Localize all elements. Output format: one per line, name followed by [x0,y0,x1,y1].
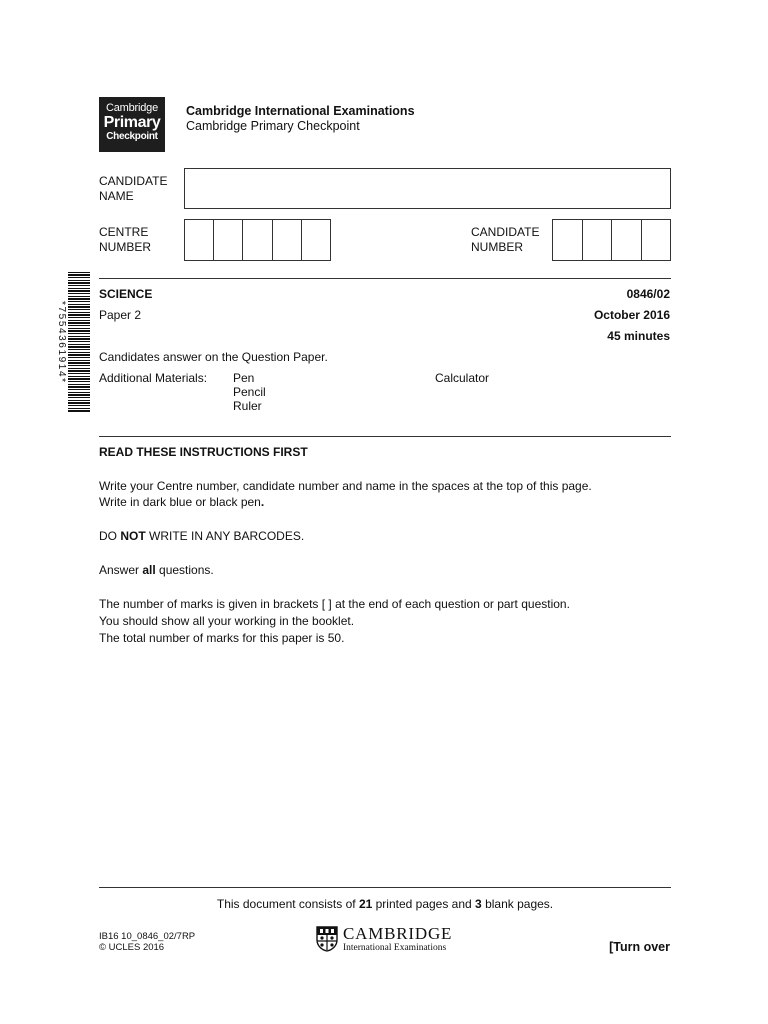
centre-number-cell[interactable] [273,220,302,260]
cambridge-primary-checkpoint-logo [99,97,165,152]
instruction-line: You should show all your working in the booklet. [99,614,355,628]
candidate-number-cell[interactable] [583,220,613,260]
exam-board-title: Cambridge International Examinations [186,104,415,118]
barcode-digits: *7554361914* [56,300,67,384]
materials-list [233,371,266,413]
divider-middle [99,436,671,437]
product-subtitle: Cambridge Primary Checkpoint [186,119,360,133]
additional-materials-label: Additional Materials: [99,371,208,385]
turn-over-note: [Turn over [609,940,670,954]
instruction-line: The number of marks is given in brackets [ ] at the end of each question or part question. [99,597,570,611]
logo-line-checkpoint: Checkpoint [106,131,158,142]
instruction-line: The total number of marks for this paper is 50. [99,631,345,645]
logo-line-primary: Primary [103,114,161,131]
barcode-bars [68,272,90,412]
centre-number-cell[interactable] [214,220,243,260]
cambridge-wordmark: CAMBRIDGE [343,924,453,943]
centre-number-cell[interactable] [185,220,214,260]
syllabus-code: 0846/02 [626,287,670,301]
instruction-line: Write your Centre number, candidate number and name in the spaces at the top of this page. [99,479,592,493]
material-item: Pen [233,371,255,385]
document-reference [99,931,195,953]
paper-number: Paper 2 [99,308,142,322]
answer-location-note: Candidates answer on the Question Paper. [99,350,328,364]
copyright-notice: © UCLES 2016 [99,942,165,953]
instructions-heading: READ THESE INSTRUCTIONS FIRST [99,445,308,459]
instruction-line: DO NOT WRITE IN ANY BARCODES. [99,529,305,543]
centre-number-label: CENTRE NUMBER [99,225,152,254]
cambridge-crest-icon [316,926,338,952]
reference-code: IB16 10_0846_02/7RP [99,931,196,942]
candidate-name-label: CANDIDATE NAME [99,174,168,203]
international-examinations-wordmark: International Examinations [343,943,447,953]
centre-number-cell[interactable] [243,220,272,260]
exam-session: October 2016 [593,308,670,322]
page-count-note: This document consists of 21 printed pages and 3 blank pages. [216,897,554,911]
candidate-number-cell[interactable] [612,220,642,260]
material-item: Ruler [233,399,262,413]
material-calculator: Calculator [435,371,490,385]
candidate-number-boxes[interactable] [552,219,671,261]
candidate-number-label: CANDIDATE NUMBER [471,225,540,254]
centre-number-cell[interactable] [302,220,330,260]
subject-name: SCIENCE [99,287,153,301]
candidate-name-box[interactable] [184,168,671,209]
candidate-number-cell[interactable] [642,220,671,260]
logo-line-cambridge: Cambridge [105,102,158,114]
divider-top [99,278,671,279]
centre-number-boxes[interactable] [184,219,331,261]
exam-duration: 45 minutes [607,329,670,343]
divider-footer [99,887,671,888]
instruction-line: Write in dark blue or black pen. [99,495,265,509]
instruction-line: Answer all questions. [99,563,214,577]
material-item: Pencil [233,385,266,399]
candidate-number-cell[interactable] [553,220,583,260]
barcode [55,272,90,412]
